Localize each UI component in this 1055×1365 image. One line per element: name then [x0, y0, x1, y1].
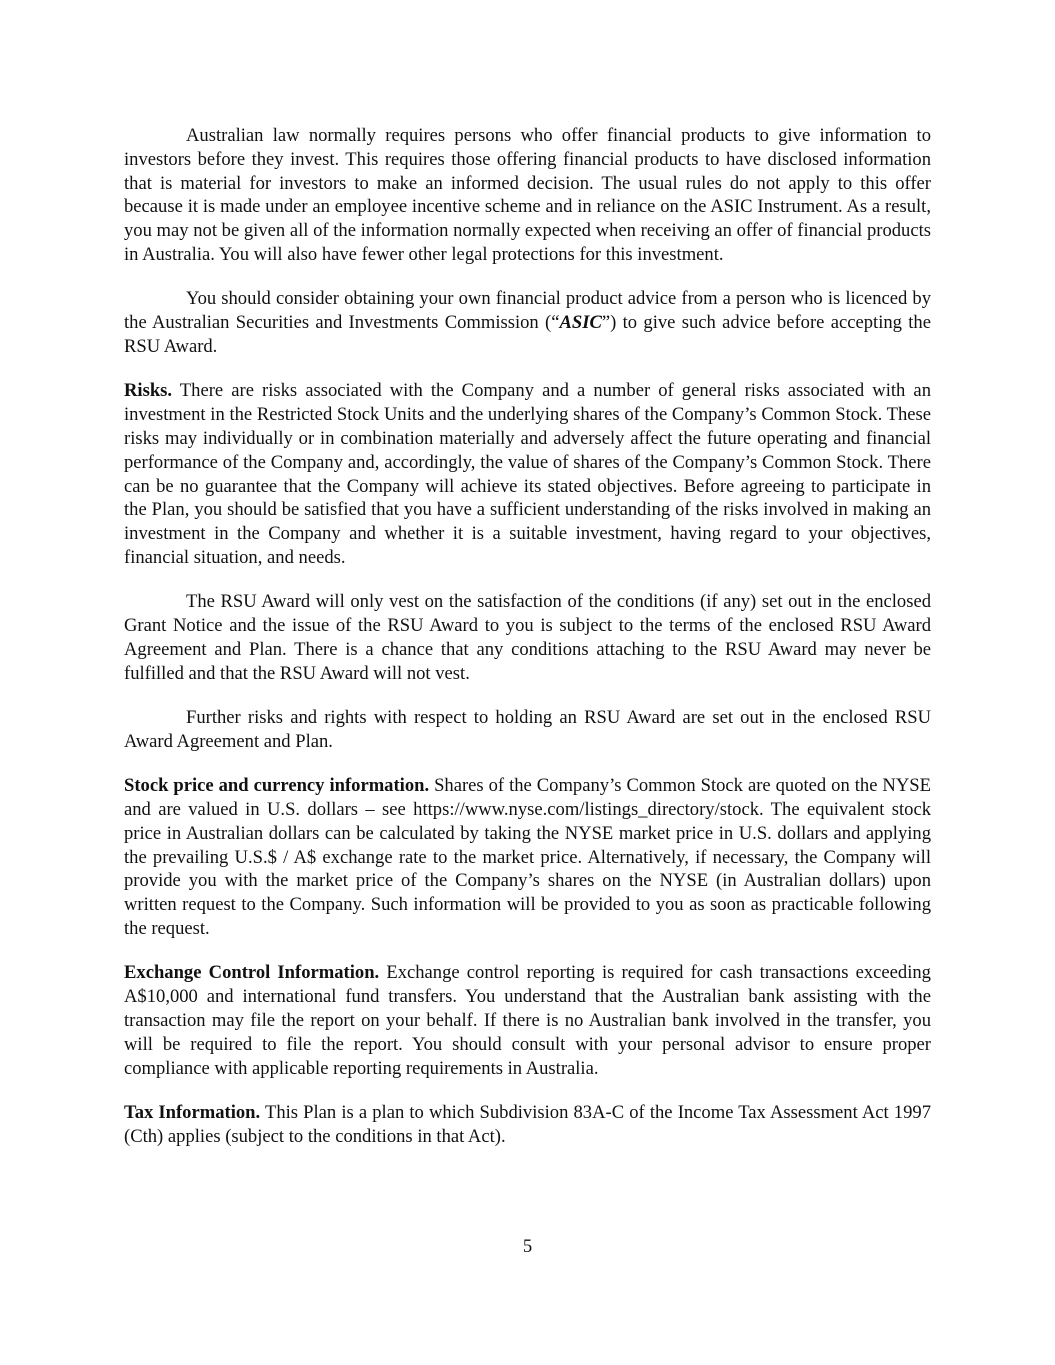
section-heading-tax: Tax Information. [124, 1102, 261, 1124]
paragraph-text: Australian law normally requires persons who offer financial products to give information to investors before they invest. This requires those offering financial products to have disclosed information that is material for investors to make an informed decision. The usual rules do not apply to this offer because it is made under an employee incentive scheme and in reliance on the ASIC Instrument. As a result, you may not be given all of the information normally expected when receiving an offer of financial products in Australia. You will also have fewer other legal protections for this investment. [124, 125, 931, 265]
paragraph-text: This Plan is a plan to which Subdivision 83A-C of the Income Tax Assessment Act 1997 (Cth) applies (subject to the conditions in that Act). [124, 1102, 931, 1147]
paragraph-text: Further risks and rights with respect to holding an RSU Award are set out in the enclosed RSU Award Agreement and Plan. [124, 707, 931, 752]
section-heading-risks: Risks. [124, 380, 173, 402]
section-heading-stock-price: Stock price and currency information. [124, 775, 430, 797]
paragraph-text: The RSU Award will only vest on the satisfaction of the conditions (if any) set out in the enclosed Grant Notice and the issue of the RSU Award to you is subject to the terms of the enclosed RSU Award Agreement and Plan. There is a chance that any conditions attaching to the RSU Award may never be fulfilled and that the RSU Award will not vest. [124, 591, 931, 684]
paragraph-text: Exchange control reporting is required for cash transactions exceeding A$10,000 and international fund transfers. You understand that the Australian bank assisting with the transaction may file the report on your behalf. If there is no Australian bank involved in the transfer, you will be required to file the report. You should consult with your personal advisor to ensure proper compliance with applicable reporting requirements in Australia. [124, 962, 931, 1079]
page-number: 5 [522, 1236, 533, 1257]
paragraph-exchange-control [124, 961, 931, 1080]
paragraph-text: ”) to give such advice before accepting the RSU Award. [124, 312, 931, 357]
paragraph-further-risks [124, 706, 931, 754]
section-heading-exchange-control: Exchange Control Information. [124, 962, 380, 984]
paragraph-text: You should consider obtaining your own financial product advice from a person who is licenced by the Australian Securities and Investments Commission (“ [124, 288, 931, 334]
paragraph-text: There are risks associated with the Company and a number of general risks associated with an investment in the Restricted Stock Units and the underlying shares of the Company’s Common Stock. These risks may individually or in combination materially and adversely affect the future operating and financial performance of the Company and, accordingly, the value of shares of the Company’s Common Stock. There can be no guarantee that the Company will achieve its stated objectives. Before agreeing to participate in the Plan, you should be satisfied that you have a sufficient understanding of the risks involved in making an investment in the Company and whether it is a suitable investment, having regard to your objectives, financial situation, and needs. [124, 380, 931, 568]
paragraph-tax-information [124, 1101, 931, 1149]
paragraph-stock-price [124, 774, 931, 941]
paragraph-risks [124, 379, 931, 569]
paragraph-australian-law [124, 124, 931, 267]
paragraph-financial-advice [124, 287, 931, 358]
defined-term-asic: ASIC [559, 312, 602, 334]
paragraph-text: Shares of the Company’s Common Stock are quoted on the NYSE and are valued in U.S. dollars – see https://www.nyse.com/listings_directory/stock. The equivalent stock price in Australian dollars can be calculated by taking the NYSE market price in U.S. dollars and applying the prevailing U.S.$ / A$ exchange rate to the market price. Alternatively, if necessary, the Company will provide you with the market price of the Company’s shares on the NYSE (in Australian dollars) upon written request to the Company. Such information will be provided to you as soon as practicable following the request. [124, 775, 931, 940]
document-body [124, 124, 931, 1169]
paragraph-rsu-vesting [124, 590, 931, 685]
